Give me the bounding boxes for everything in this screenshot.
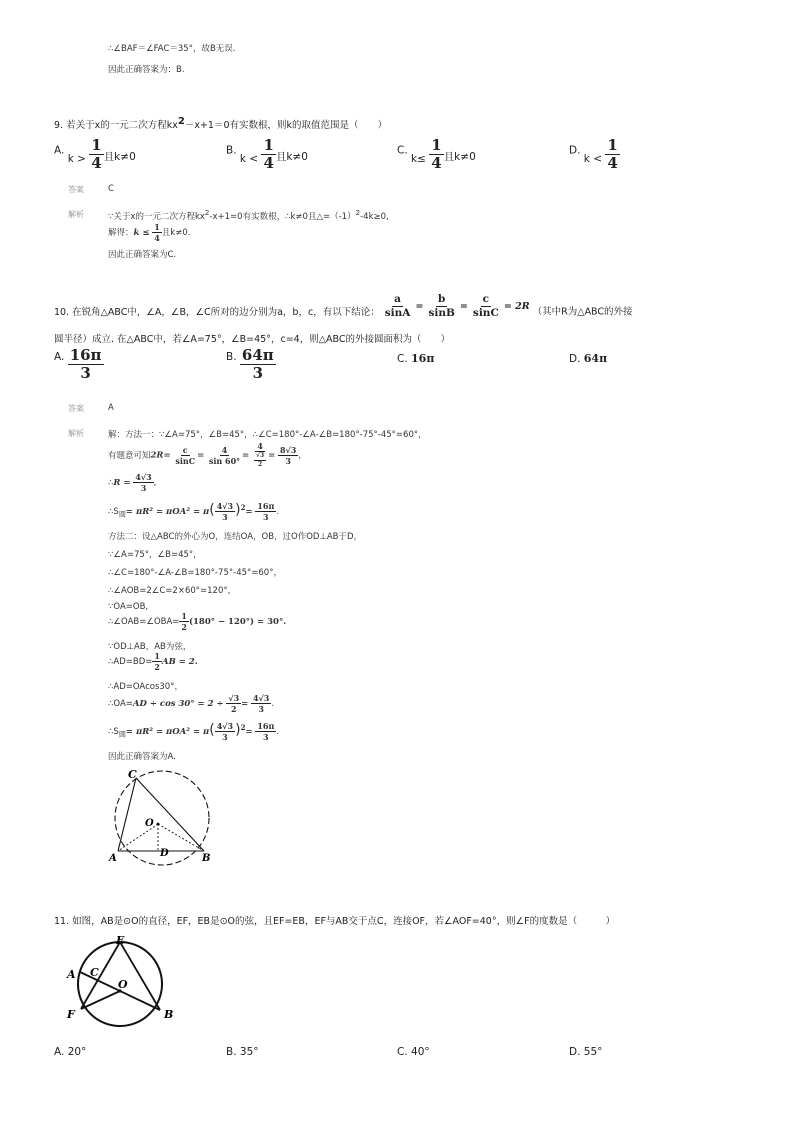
- q10-solution-line-7: ∴∠C=180°-∠A-∠B=180°-75°-45°=60°，: [108, 568, 282, 578]
- fig10-label-o: O: [145, 818, 154, 829]
- fig11-label-c: C: [90, 966, 99, 979]
- q9-option-d[interactable]: D. k < $\frac{1}{4}$: [569, 136, 618, 172]
- q10-solution-line-11: ∵OD⊥AB，AB为弦，: [108, 642, 192, 652]
- q9-solution-line-1: ∵关于x的一元二次方程$kx^2-x+1=0$有实数根，∴k≠0且$\triangle=(-1)^2-4k\ge 0$,: [108, 208, 389, 222]
- q10-solution-line-5: 方法二：设△ABC的外心为O，连结OA，OB，过O作OD⊥AB于D，: [108, 532, 363, 542]
- q10-solution-line-4: $\therefore S_圆= \pi R^2 = \pi OA^2 = \pi$( $\frac{4√3}{3}$ )$^2$= $\frac{16\pi}{3}$ .: [108, 501, 280, 522]
- q11-option-a[interactable]: A. 20°: [54, 1046, 87, 1058]
- q9-answer-label: 答案: [68, 185, 84, 194]
- q10-solution-line-12: ∴AD=BD= $\frac{1}{2}$ AB = 2.: [108, 651, 198, 672]
- fig10-label-d: D: [160, 848, 169, 859]
- q10-solution-line-15: $\therefore S_圆= \pi R^2 = \pi OA^2 = \pi$( $\frac{4√3}{3}$ )$^2$= $\frac{16\pi}{3}$ .: [108, 721, 280, 742]
- q10-option-b[interactable]: B. $\frac{64\pi}{3}$: [226, 346, 274, 382]
- q10-solution-line-8: ∴∠AOB=2∠C=2×60°=120°，: [108, 586, 237, 596]
- q10-solution-line-10: ∴∠OAB=∠OBA= $\frac{1}{2}$ (180° − 120°) = 30°.: [108, 611, 287, 632]
- q9-option-a[interactable]: A. k > $\frac{1}{4}$ 且k≠0: [54, 136, 136, 172]
- q10-solution-line-3: ∴R = $\frac{4√3}{3}$ ,: [108, 472, 157, 493]
- q11-option-d[interactable]: D. 55°: [569, 1046, 603, 1058]
- prev-answer-line: 因此正确答案为：B.: [108, 65, 185, 75]
- q10-solution-line-1: 解：方法一：∵∠A=75°，∠B=45°，∴∠C=180°-∠A-∠B=180°-75°-45°=60°，: [108, 430, 427, 440]
- q10-option-d[interactable]: D. 64π: [569, 352, 608, 365]
- q11-option-c[interactable]: C. 40°: [397, 1046, 430, 1058]
- q10-answer: A: [108, 403, 114, 413]
- q11-option-b[interactable]: B. 35°: [226, 1046, 259, 1058]
- fig11-label-b: B: [164, 1008, 174, 1021]
- q10-option-a[interactable]: A. $\frac{16\pi}{3}$: [54, 346, 102, 382]
- q9-analysis-label: 解析: [68, 210, 84, 219]
- fig10-label-b: B: [202, 853, 211, 864]
- q10-solution-line-9: ∵OA=OB,: [108, 602, 149, 612]
- q9-solution-line-2: 解得：k ≤ $\frac{1}{4}$ 且k≠0.: [108, 222, 191, 243]
- q9-answer: C: [108, 184, 114, 194]
- q10-stem-line-2: 圆半径）成立. 在△ABC中，若∠A=75°，∠B=45°，c=4，则△ABC的外接圆面积为（ ）: [54, 334, 450, 345]
- q9-option-c[interactable]: C. k≤ $\frac{1}{4}$ 且k≠0: [397, 136, 476, 172]
- q10-solution-line-14: ∴OA=AD ÷ cos 30° = 2 ÷ $\frac{√3}{2}$ = $\frac{4√3}{3}$ .: [108, 693, 275, 714]
- prev-solution-line: ∴∠BAF＝∠FAC＝35°，故B无误.: [108, 44, 236, 54]
- fig11-label-o: O: [118, 978, 128, 991]
- q10-analysis-label: 解析: [68, 429, 84, 438]
- q9-stem: 9. 若关于x的一元二次方程$kx^2-x+1=0$有实数根，则k的取值范围是（ ）: [54, 116, 387, 132]
- q11-stem: 11. 如图，AB是⊙O的直径，EF，EB是⊙O的弦，且EF=EB，EF与AB交于点C，连接OF，若∠AOF=40°，则∠F的度数是（ ）: [54, 916, 616, 927]
- fig10-label-a: A: [109, 853, 117, 864]
- q11-circle-figure: [56, 930, 180, 1034]
- q9-option-b[interactable]: B. k < $\frac{1}{4}$ 且k≠0: [226, 136, 308, 172]
- fig11-label-a: A: [67, 968, 76, 981]
- fig11-label-e: E: [116, 934, 125, 947]
- fig10-label-c: C: [128, 768, 137, 781]
- q9-solution-line-3: 因此正确答案为C.: [108, 250, 177, 260]
- q10-solution-line-6: ∵∠A=75°，∠B=45°，: [108, 550, 202, 560]
- q10-solution-line-13: ∴AD=OAcos30°，: [108, 682, 183, 692]
- fig11-label-f: F: [67, 1008, 75, 1021]
- q10-answer-label: 答案: [68, 404, 84, 413]
- q10-stem: 10. 在锐角△ABC中，∠A，∠B，∠C所对的边分别为a，b，c，有以下结论： $\frac{a}{\sin A}$ = $\frac{b}{\sin B}$ = $\frac{c}{\sin C}$ = 2R （其中R为△ABC的外接: [54, 293, 633, 319]
- q10-solution-line-2: 有题意可知2R= $\frac{c}{\sin C}$ = $\frac{4}{\sin 60^\circ}$ = $\frac{4}{\frac{√3}{2}}$ = $\frac{8√3}{3}$ ，: [108, 441, 307, 468]
- q10-option-c[interactable]: C. 16π: [397, 352, 435, 365]
- q10-circle-figure: [104, 766, 220, 872]
- q10-solution-line-16: 因此正确答案为A.: [108, 752, 176, 762]
